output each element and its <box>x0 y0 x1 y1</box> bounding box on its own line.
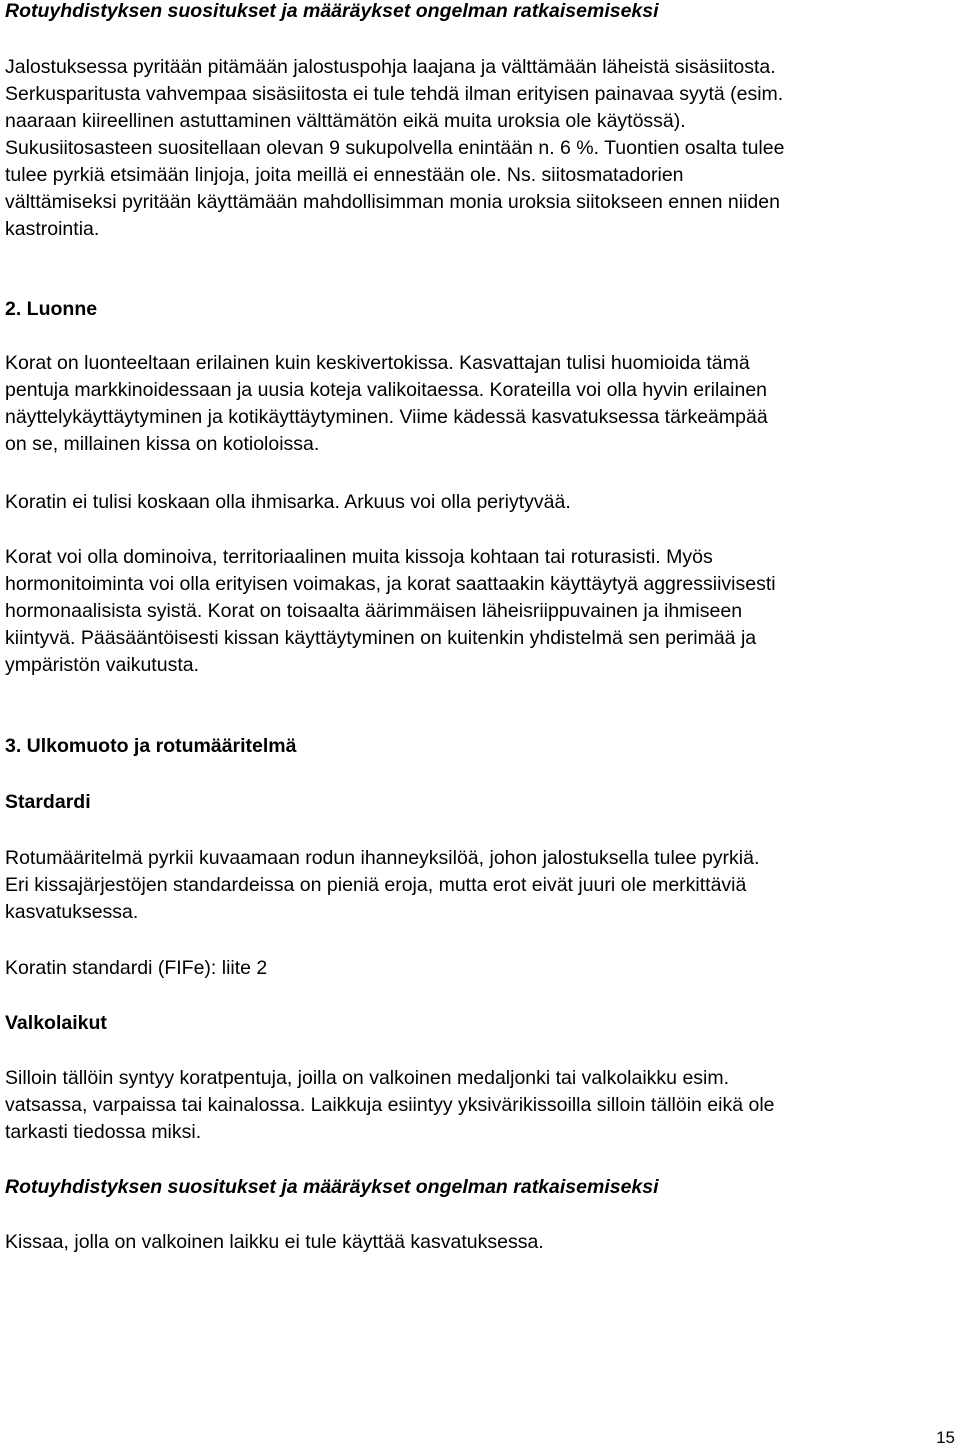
text-line: hormonitoiminta voi olla erityisen voimakas, ja korat saattaakin käyttäytyä aggressiivisesti <box>5 573 776 595</box>
text-line: tulee pyrkiä etsimään linjoja, joita meillä ei ennestään ole. Ns. siitosmatadorien <box>5 164 684 186</box>
text-line: pentuja markkinoidessaan ja uusia koteja valikoitaessa. Korateilla voi olla hyvin erilainen <box>5 379 768 401</box>
text-line: Korat on luonteeltaan erilainen kuin keskivertokissa. Kasvattajan tulisi huomioida tämä <box>5 352 750 374</box>
text-line: tarkasti tiedossa miksi. <box>5 1121 202 1143</box>
text-line: Serkusparitusta vahvempaa sisäsiitosta ei tule tehdä ilman erityisen painavaa syytä (esim. <box>5 83 784 105</box>
text-line: kastrointia. <box>5 218 100 240</box>
text-line: ympäristön vaikutusta. <box>5 654 200 676</box>
text-line: on se, millainen kissa on kotioloissa. <box>5 433 320 455</box>
text-line: kiintyvä. Pääsääntöisesti kissan käyttäytyminen on kuitenkin yhdistelmä sen perimää ja <box>5 627 757 649</box>
section-heading-guidelines: Rotuyhdistyksen suositukset ja määräykset ongelman ratkaisemiseksi <box>5 0 659 22</box>
text-line: Rotumääritelmä pyrkii kuvaamaan rodun ihanneyksilöä, johon jalostuksella tulee pyrkiä. <box>5 847 760 869</box>
text-line: Sukusiitosasteen suositellaan olevan 9 sukupolvella enintään n. 6 %. Tuontien osalta tulee <box>5 137 785 159</box>
section-heading-guidelines-2: Rotuyhdistyksen suositukset ja määräykset ongelman ratkaisemiseksi <box>5 1176 659 1198</box>
subheading-white-spots: Valkolaikut <box>5 1012 107 1034</box>
text-line: näyttelykäyttäytyminen ja kotikäyttäytyminen. Viime kädessä kasvatuksessa tärkeämpää <box>5 406 768 428</box>
text-line: naaraan kiireellinen astuttaminen välttämätön eikä muita uroksia ole käytössä). <box>5 110 686 132</box>
page-number: 15 <box>936 1428 955 1447</box>
section-heading-appearance: 3. Ulkomuoto ja rotumääritelmä <box>5 735 297 757</box>
text-line: vatsassa, varpaissa tai kainalossa. Laikkuja esiintyy yksivärikissoilla silloin tällöin eikä ole <box>5 1094 775 1116</box>
text-line: Jalostuksessa pyritään pitämään jalostuspohja laajana ja välttämään läheistä sisäsiitosta. <box>5 56 776 78</box>
nature-paragraph-2: Koratin ei tulisi koskaan olla ihmisarka. Arkuus voi olla periytyvää. <box>5 491 571 513</box>
white-spots-rule: Kissaa, jolla on valkoinen laikku ei tule käyttää kasvatuksessa. <box>5 1231 544 1253</box>
text-line: hormonaalisista syistä. Korat on toisaalta äärimmäisen läheisriippuvainen ja ihmiseen <box>5 600 743 622</box>
subheading-standard: Stardardi <box>5 791 91 813</box>
section-heading-nature: 2. Luonne <box>5 298 98 320</box>
text-line: Korat voi olla dominoiva, territoriaalinen muita kissoja kohtaan tai roturasisti. Myös <box>5 546 713 568</box>
text-line: Eri kissajärjestöjen standardeissa on pieniä eroja, mutta erot eivät juuri ole merkittäviä <box>5 874 747 896</box>
text-line: kasvatuksessa. <box>5 901 139 923</box>
standard-paragraph-2: Koratin standardi (FIFe): liite 2 <box>5 957 268 979</box>
text-line: Silloin tällöin syntyy koratpentuja, joilla on valkoinen medaljonki tai valkolaikku esim. <box>5 1067 730 1089</box>
text-line: välttämiseksi pyritään käyttämään mahdollisimman monia uroksia siitokseen ennen niiden <box>5 191 780 213</box>
